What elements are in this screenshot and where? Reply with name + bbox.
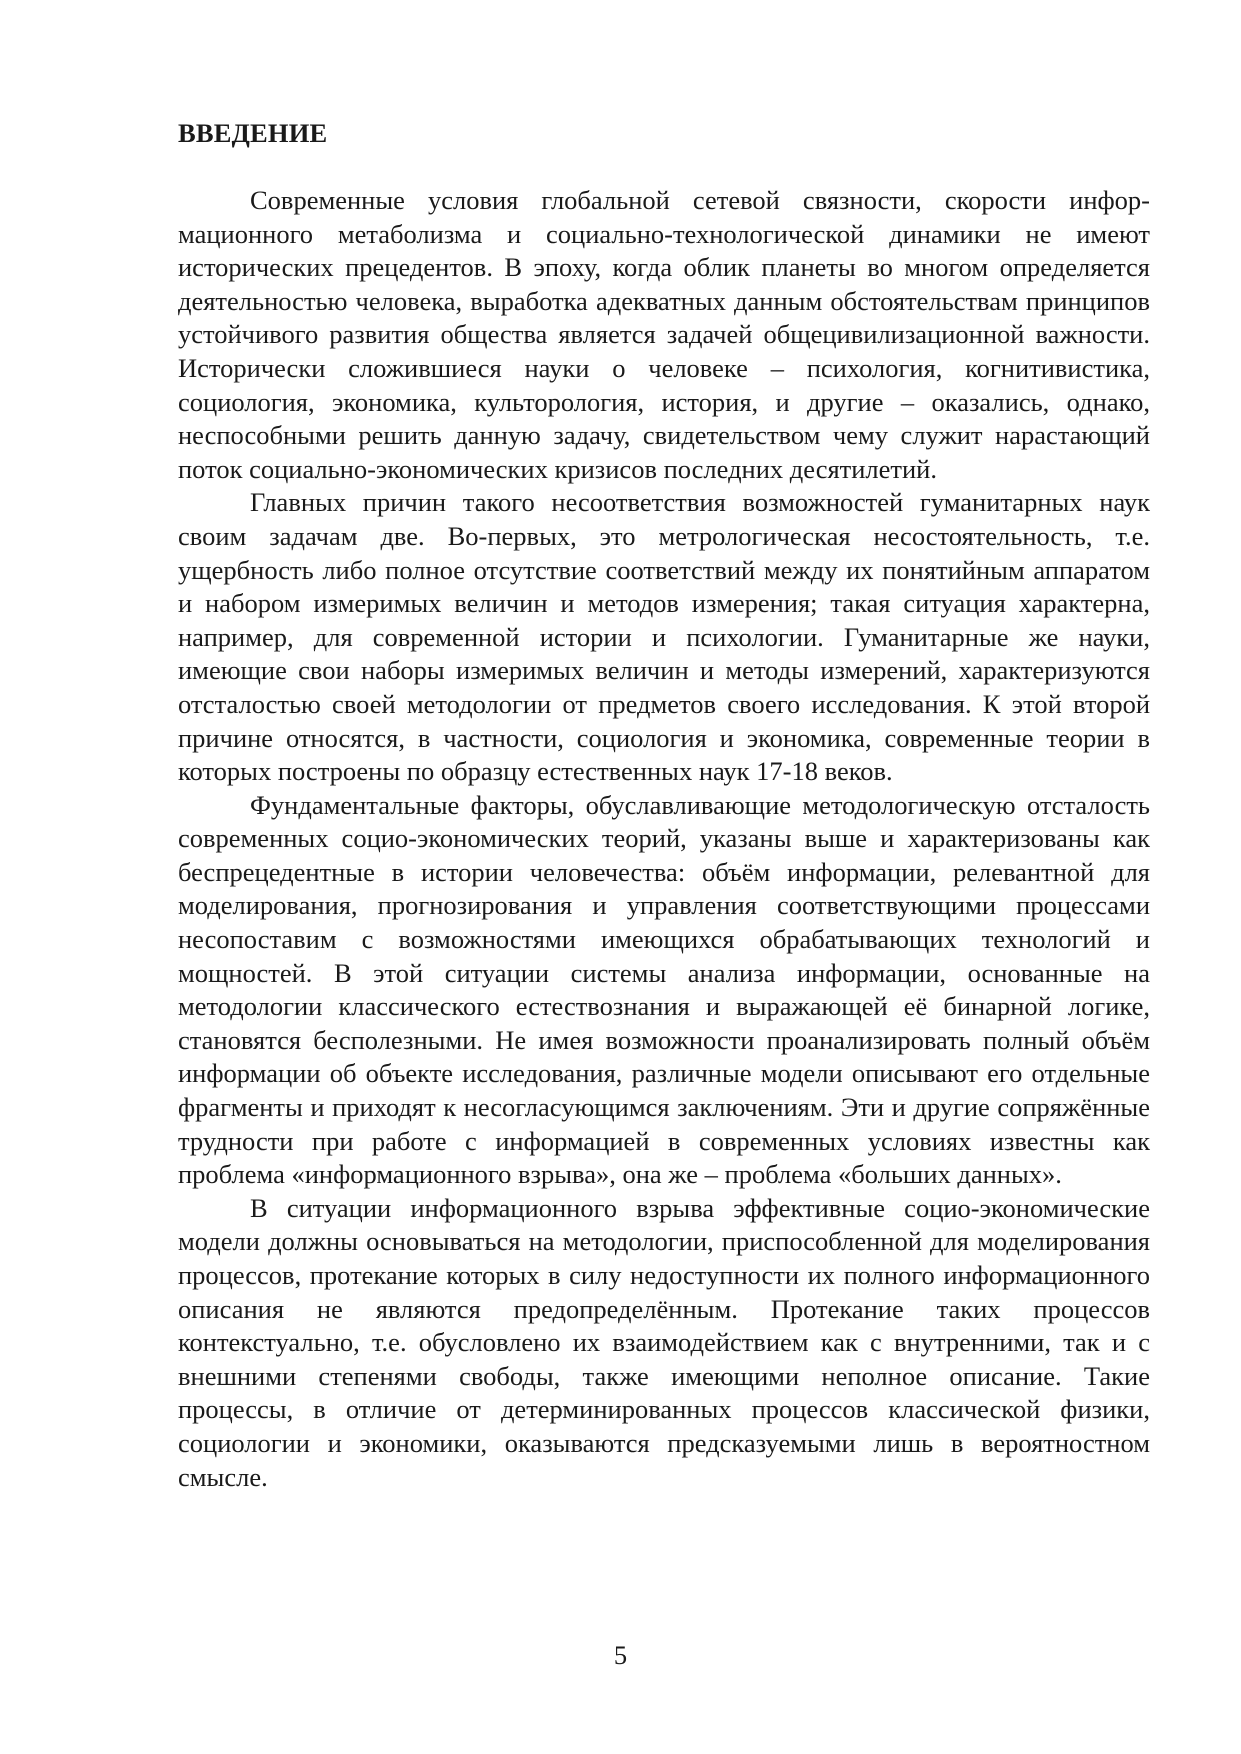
paragraph-4: В ситуации информационного взрыва эффективные социо-экономические модели должны основываться на методологии, приспособленной для моделирования процессов, протекание которых в силу недоступности их полного информационного описания не являются предопределённым. Протекание таких процессов контекстуально, т.е. обусловлено их взаимодействием как с внутренними, так и с внешними степенями свободы, также имеющими неполное описание. Такие процессы, в отличие от детерминированных процессов классической физики, социологии и экономики, оказываются предсказуемыми лишь в вероятностном смысле. [178, 1192, 1150, 1492]
paragraph-3: Фундаментальные факторы, обуславливающие методологическую отсталость современных социо-экономических теорий, указаны выше и характеризованы как беспрецедентные в истории человечества: объём информации, релевантной для моделирования, прогнозирования и управления соответствующими процессами несопоставим с возможностями имеющихся обрабатывающих технологий и мощностей. В этой ситуации системы анализа информации, основанные на методологии классического естествознания и выражающей её бинарной логике, становятся бесполезными. Не имея возможности проанализировать полный объём информации об объекте исследования, различные модели описывают его отдельные фрагменты и приходят к несогласующимся заключениям. Эти и другие сопряжённые трудности при работе с информацией в современных условиях известны как проблема «информационного взрыва», она же – проблема «больших данных». [178, 789, 1150, 1190]
paragraph-2: Главных причин такого несоответствия возможностей гуманитарных наук своим задачам две. Во-первых, это метрологическая несостоятельность, т.е. ущербность либо полное отсутствие соответствий между их понятийным аппаратом и набором измеримых величин и методов измерения; такая ситуация характерна, например, для современной истории и психологии. Гуманитарные же науки, имеющие свои наборы измеримых величин и методы измерений, характеризуются отсталостью своей методологии от предметов своего исследования. К этой второй причине относятся, в частности, социология и экономика, современные теории в которых построены по образцу естественных наук 17-18 веков. [178, 487, 1150, 787]
page-number: 5 [613, 1640, 628, 1670]
body-text [178, 184, 1150, 1494]
paragraph-1: Современные условия глобальной сетевой связности, скорости информационного метаболизма и социально-технологической динамики не имеют исторических прецедентов. В эпоху, когда облик планеты во многом определяется деятельностью человека, выработка адекватных данным обстоятельствам принципов устойчивого развития общества является задачей общецивилизационной важности. Исторически сложившиеся науки о человеке – психология, когнитивистика, социология, экономика, культорология, история, и другие – оказались, однако, неспособными решить данную задачу, свидетельством чему служит нарастающий поток социально-экономических кризисов последних десятилетий. [178, 185, 1150, 484]
section-heading: ВВЕДЕНИЕ [178, 118, 328, 148]
